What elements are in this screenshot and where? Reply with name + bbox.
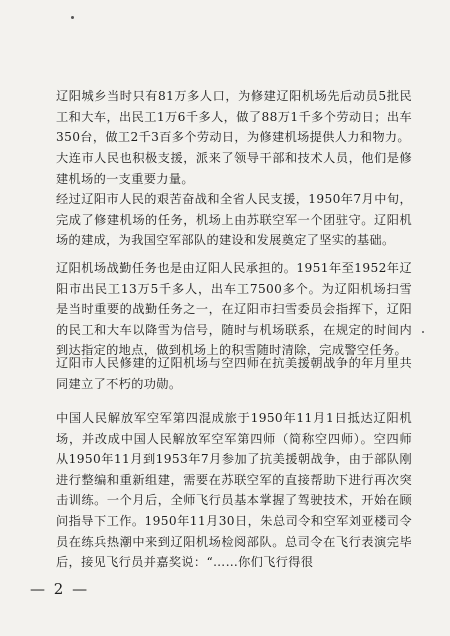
paragraph-1: 辽阳城乡当时只有81万多人口，为修建辽阳机场先后动员5批民工和大车，出民工1万6千多人，做了88万1千多个劳动日；出车350台，做工2千3百多个劳动日，为修建机场提供人力和物力。 — [56, 89, 412, 145]
paragraph-6: 中国人民解放军空军第四混成旅于1950年11月1日抵达辽阳机场，并改成中国人民解放军空军第四师（简称空四师）。空四师从1950年11月到1953年7月参加了抗美援朝战争，由于部队刚进行整编和重新组建，需要在苏联空军的直接帮助下进行再次突击训练。一个月后，全师飞行员基本掌握了驾驶技术，开始在顾问指导下工作。1950年11月30日，朱总司令和空军刘亚楼司令员在练兵热潮中来到辽阳机场检阅部队。总司令在飞行表演完毕后，接见飞行员并嘉奖说：“……你们飞行得很 — [56, 411, 412, 570]
paragraph-5: 辽阳市人民修建的辽阳机场与空四师在抗美援朝战争的年月里共同建立了不朽的功勋。 — [56, 356, 412, 391]
paragraph-3: 经过辽阳市人民的艰苦奋战和全省人民支援，1950年7月中旬，完成了修建机场的任务，机场上由苏联空军一个团驻守。辽阳机场的建成，为我国空军部队的建设和发展奠定了坚实的基础。 — [56, 192, 412, 248]
scan-speck — [71, 16, 74, 19]
scan-speck — [422, 331, 424, 333]
paragraph-2: 大连市人民也积极支援，派来了领导干部和技术人员，他们是修建机场的一支重要力量。 — [56, 151, 412, 186]
page-number: — 2 — — [30, 580, 90, 598]
paragraph-4: 辽阳机场战勤任务也是由辽阳人民承担的。1951年至1952年辽阳市出民工13万5千多人，出车工7500多个。为辽阳机场扫雪是当时重要的战勤任务之一，在辽阳市扫雪委员会指挥下，辽阳的民工和大车以降雪为信号，随时与机场联系，在规定的时间内到达指定的地点，做到机场上的积雪随时清除，完成警空任务。 — [56, 261, 412, 358]
